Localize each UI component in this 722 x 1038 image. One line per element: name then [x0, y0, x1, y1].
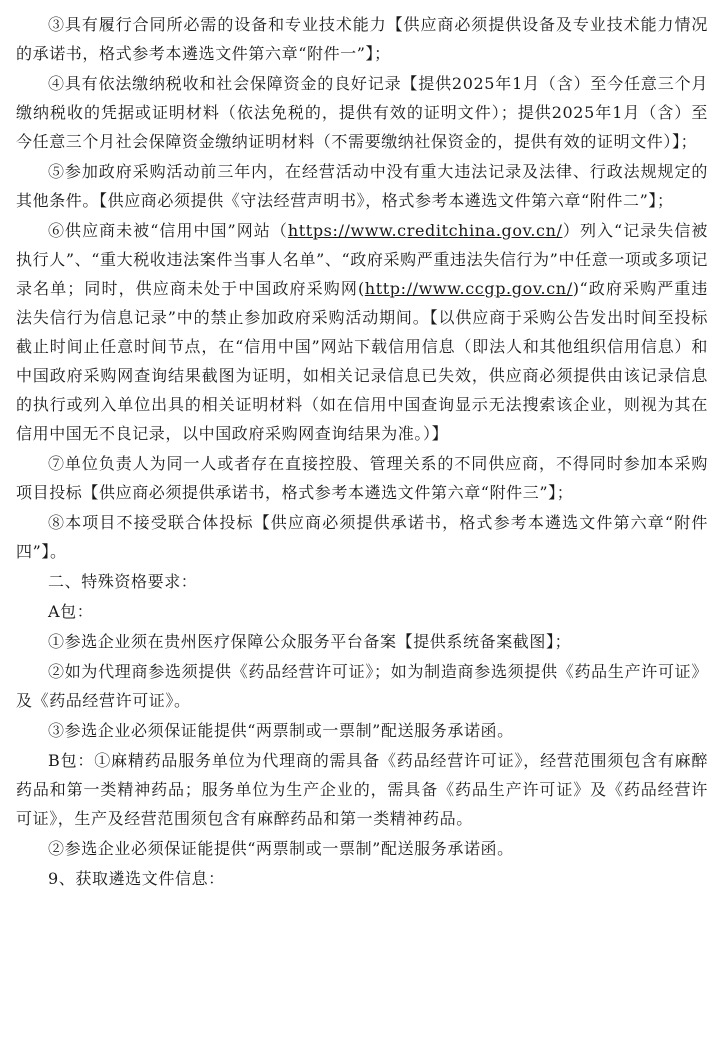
requirement-5: ⑤参加政府采购活动前三年内，在经营活动中没有重大违法记录及法律、行政法规规定的其他条件。【供应商必须提供《守法经营声明书》，格式参考本遴选文件第六章“附件二”】；: [16, 162, 708, 210]
creditchina-link[interactable]: https://www.creditchina.gov.cn/: [287, 221, 563, 240]
package-a-item-1: ①参选企业须在贵州医疗保障公众服务平台备案【提供系统备案截图】；: [48, 632, 572, 651]
package-a-item-3: ③参选企业必须保证能提供“两票制或一票制”配送服务承诺函。: [48, 721, 514, 740]
requirement-7: ⑦单位负责人为同一人或者存在直接控股、管理关系的不同供应商，不得同时参加本采购项目投标【供应商必须提供承诺书，格式参考本遴选文件第六章“附件三”】；: [16, 454, 708, 502]
requirement-6-text-c: )“政府采购严重违法失信行为信息记录”中的禁止参加政府采购活动期间。【以供应商于采购公告发出时间至投标截止时间止任意时间节点，在“信用中国”网站下载信用信息（即法人和其他组织信用信息）和中国政府采购网查询结果截图为证明，如相关记录信息已失效，供应商必须提供由该记录信息的执行或列入单位出具的相关证明材料（如在信用中国查询显示无法搜索该企业，则视为其在信用中国无不良记录，以中国政府采购网查询结果为准。）】: [16, 279, 709, 443]
package-b-item-2: ②参选企业必须保证能提供“两票制或一票制”配送服务承诺函。: [48, 839, 514, 858]
item-9-heading: 9、获取遴选文件信息：: [48, 869, 225, 888]
ccgp-link[interactable]: http://www.ccgp.gov.cn/: [364, 279, 573, 298]
package-a-heading: A包：: [48, 602, 94, 621]
requirement-3: ③具有履行合同所必需的设备和专业技术能力【供应商必须提供设备及专业技术能力情况的承诺书，格式参考本遴选文件第六章“附件一”】；: [16, 15, 708, 63]
requirement-6-text-a: ⑥供应商未被“信用中国”网站（: [48, 221, 288, 240]
package-a-item-2: ②如为代理商参选须提供《药品经营许可证》；如为制造商参选须提供《药品生产许可证》及《药品经营许可证》。: [16, 662, 708, 710]
requirement-6-text-b: ）列入“记录失信被执行人”、“重大税收违法案件当事人名单”、“政府采购严重违法失信行为”中任意一项或多项记录名单；同时，供应商未处于中国政府采购网(: [16, 221, 708, 298]
requirement-6: [16, 216, 708, 448]
requirement-4: ④具有依法缴纳税收和社会保障资金的良好记录【提供2025年1月（含）至今任意三个月缴纳税收的凭据或证明材料（依法免税的，提供有效的证明文件）；提供2025年1月（含）至今任意三个月社会保障资金缴纳证明材料（不需要缴纳社保资金的，提供有效的证明文件）】；: [16, 74, 708, 151]
package-b-item-1: B包：①麻精药品服务单位为代理商的需具备《药品经营许可证》，经营范围须包含有麻醉药品和第一类精神药品；服务单位为生产企业的，需具备《药品生产许可证》及《药品经营许可证》，生产及经营范围须包含有麻醉药品和第一类精神药品。: [16, 751, 708, 828]
requirement-8: ⑧本项目不接受联合体投标【供应商必须提供承诺书，格式参考本遴选文件第六章“附件四”】。: [16, 513, 708, 561]
section-heading-special: 二、特殊资格要求：: [48, 572, 198, 591]
